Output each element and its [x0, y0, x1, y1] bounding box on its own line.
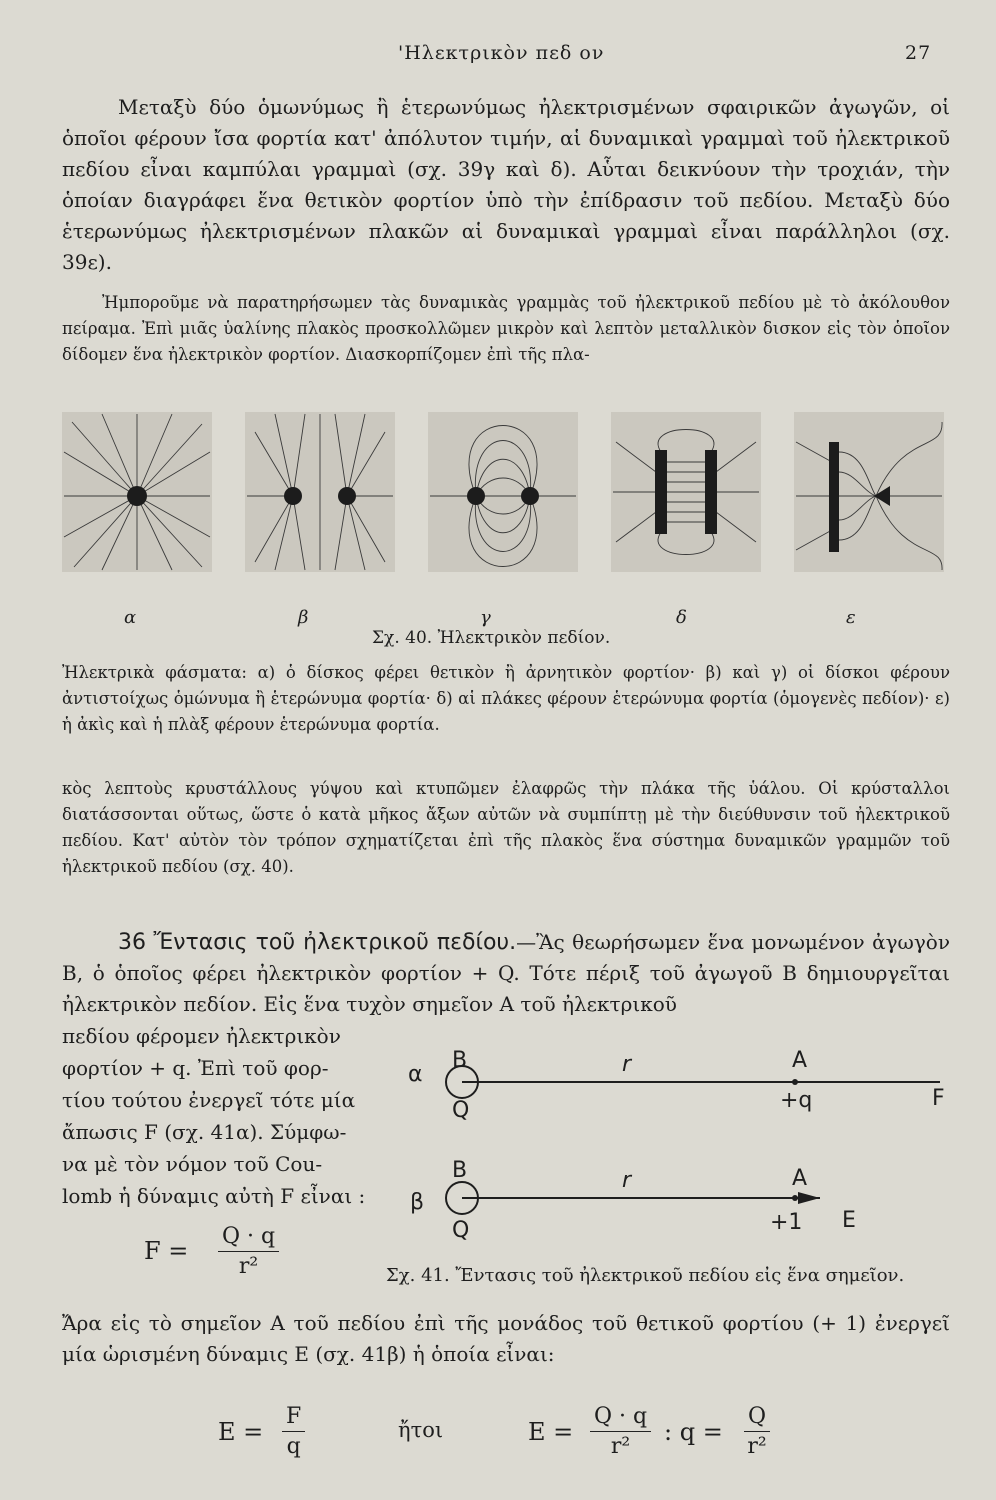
- formula-2-lhs-2: E =: [528, 1418, 574, 1446]
- paragraph-3: κὸς λεπτοὺς κρυστάλλους γύψου καὶ κτυπῶμεν ἐλαφρῶς τὴν πλάκα τῆς ὑάλου. Οἱ κρύσταλλοι διατάσσονται οὕτως, ὥστε ὁ κατὰ μῆκος ἄξων αὐτῶν νὰ συμπίπτῃ μὲ τὴν διεύθυνσιν τοῦ ἠλεκτρικοῦ πεδίου. Κατ' αὐτὸν τὸν τρόπον σχηματίζεται ἐπὶ τῆς πλακὸς ἕνα σύστημα δυναμικῶν γραμμῶν τοῦ ἠλεκτρικοῦ πεδίου (σχ. 40).: [62, 779, 950, 876]
- fig41a-label-B: B: [452, 1048, 468, 1073]
- formula-2-fraction-2: [590, 1404, 651, 1459]
- formula-1-numerator: Q · q: [218, 1224, 279, 1252]
- fig41b-label-A: A: [792, 1166, 808, 1191]
- page-number: 27: [905, 42, 932, 64]
- figure-40-description: Ἠλεκτρικὰ φάσματα: α) ὁ δίσκος φέρει θετικὸν ἢ ἀρνητικὸν φορτίον· β) καὶ γ) οἱ δίσκοι φέρουν ἀντιστοίχως ὁμώνυμα ἢ ἑτερώνυμα φορτία· δ) αἱ πλάκες φέρουν ἑτερώνυμα φορτία (ὁμογενὲς πεδίον)· ε) ἡ ἀκὶς καὶ ἡ πλὰξ φέρουν ἑτερώνυμα φορτία.: [62, 663, 950, 734]
- field-pattern-delta: [611, 412, 761, 572]
- paragraph-1: Μεταξὺ δύο ὁμωνύμως ἢ ἑτερωνύμως ἠλεκτρισμένων σφαιρικῶν ἀγωγῶν, οἱ ὁποῖοι φέρουν ἴσα φορτία κατ' ἀπόλυτον τιμήν, αἱ δυναμικαὶ γραμμαὶ τοῦ ἠλεκτρικοῦ πεδίου εἶναι καμπύλαι γραμμαὶ (σχ. 39γ καὶ δ). Αὗται δεικνύουν τὴν τροχιάν, τὴν ὁποίαν διαγράφει ἕνα θετικὸν φορτίον ὑπὸ τὴν ἐπίδρασιν τοῦ πεδίου. Μεταξὺ δύο ἑτερωνύμως ἠλεκτρισμένων πλακῶν αἱ δυναμικαὶ γραμμαὶ εἶναι παράλληλοι (σχ. 39ε).: [62, 95, 950, 274]
- figure-40: [62, 412, 950, 590]
- fig41a-label-F: F: [932, 1086, 945, 1111]
- formula-1-lhs: F =: [144, 1237, 189, 1265]
- figure-40-caption: Σχ. 40. Ἠλεκτρικὸν πεδίον.: [372, 628, 611, 648]
- formula-1-fraction: [218, 1224, 279, 1279]
- formula-2-fraction-1: [282, 1404, 305, 1459]
- formula-2-den-2: r²: [610, 1434, 631, 1459]
- field-pattern-beta: [245, 412, 395, 572]
- formula-2-num-3: Q: [744, 1404, 770, 1432]
- fig41a-label-Q: Q: [452, 1098, 470, 1123]
- fig41a-label-A: A: [792, 1048, 808, 1073]
- formula-2-den-1: q: [286, 1434, 301, 1459]
- fig41b-label-B: B: [452, 1158, 468, 1183]
- formula-2-num-1: F: [282, 1404, 305, 1432]
- figure-41-diagram: [400, 1030, 960, 1270]
- arrowhead-icon: [798, 1192, 820, 1204]
- fig40-label-gamma: γ: [480, 607, 491, 628]
- fig41b-label-E: E: [842, 1208, 856, 1233]
- fig41b-label-beta: β: [410, 1190, 425, 1215]
- left-line: lomb ἡ δύναμις αὐτὴ F εἶναι :: [62, 1184, 366, 1208]
- fig41a-label-charge: +q: [780, 1088, 813, 1113]
- section-number: 36: [118, 930, 146, 955]
- left-line: ἄπωσις F (σχ. 41α). Σύμφω-: [62, 1120, 347, 1144]
- section-heading: Ἔντασις τοῦ ἠλεκτρικοῦ πεδίου.: [153, 930, 517, 955]
- section-36-left-column: [62, 1020, 384, 1212]
- field-pattern-gamma: [428, 412, 578, 572]
- left-line: τίου τούτου ἐνεργεῖ τότε μία: [62, 1088, 356, 1112]
- fig41a-label-r: r: [622, 1052, 632, 1077]
- paragraph-2: Ἠμποροῦμε νὰ παρατηρήσωμεν τὰς δυναμικὰς γραμμὰς τοῦ ἠλεκτρικοῦ πεδίου μὲ τὸ ἀκόλουθον πείραμα. Ἐπὶ μιᾶς ὑαλίνης πλακὸς προσκολλῶμεν μικρὸν καὶ λεπτὸν μεταλλικὸν δισκον εἰς τὸν ὁποῖον δίδομεν ἕνα ἠλεκτρικὸν φορτίον. Διασκορπίζομεν ἐπὶ τῆς πλα-: [62, 293, 950, 364]
- formula-2-operator: : q =: [664, 1418, 723, 1446]
- fig41a-label-alpha: α: [408, 1062, 423, 1087]
- fig40-label-delta: δ: [676, 607, 687, 628]
- section-36-intro: [62, 927, 950, 1020]
- formula-1-denominator: r²: [238, 1254, 259, 1279]
- fig41b-label-Q: Q: [452, 1218, 470, 1243]
- paragraph-4: Ἄρα εἰς τὸ σημεῖον Α τοῦ πεδίου ἐπὶ τῆς μονάδος τοῦ θετικοῦ φορτίου (+ 1) ἐνεργεῖ μία ὡρισμένη δύναμις Ε (σχ. 41β) ἡ ὁποία εἶναι:: [62, 1311, 950, 1366]
- fig40-label-beta: β: [298, 607, 309, 628]
- left-line: φορτίον + q. Ἐπὶ τοῦ φορ-: [62, 1056, 329, 1080]
- formula-2-fraction-3: [744, 1404, 770, 1459]
- formula-2-connector: ἤτοι: [398, 1418, 444, 1442]
- figure-41-caption: Σχ. 41. Ἔντασις τοῦ ἠλεκτρικοῦ πεδίου εἰς ἕνα σημεῖον.: [386, 1265, 905, 1286]
- running-header: 'Ηλεκτρικὸν πεδ ον: [398, 42, 605, 64]
- left-line: πεδίου φέρομεν ἠλεκτρικὸν: [62, 1024, 341, 1048]
- fig41b-label-charge: +1: [770, 1210, 803, 1235]
- fig40-label-alpha: α: [124, 607, 137, 628]
- formula-2-den-3: r²: [747, 1434, 767, 1459]
- field-pattern-epsilon: [794, 412, 944, 572]
- section-intro-text: —Ἂς θεωρήσωμεν ἕνα μονωμένον ἀγωγὸν Β, ὁ ὁποῖος φέρει ἠλεκτρικὸν φορτίον + Q. Τότε πέριξ τοῦ ἀγωγοῦ Β δημιουργεῖται ἠλεκτρικὸν πεδίον. Εἰς ἕνα τυχὸν σημεῖον Α τοῦ ἠλεκτρικοῦ: [62, 930, 951, 1016]
- fig41b-label-r: r: [622, 1168, 632, 1193]
- left-line: να μὲ τὸν νόμον τοῦ Cou-: [62, 1152, 323, 1176]
- formula-2-lhs: E =: [218, 1418, 264, 1446]
- formula-2-num-2: Q · q: [590, 1404, 651, 1432]
- fig40-label-epsilon: ε: [846, 607, 856, 628]
- field-pattern-alpha: [62, 412, 212, 572]
